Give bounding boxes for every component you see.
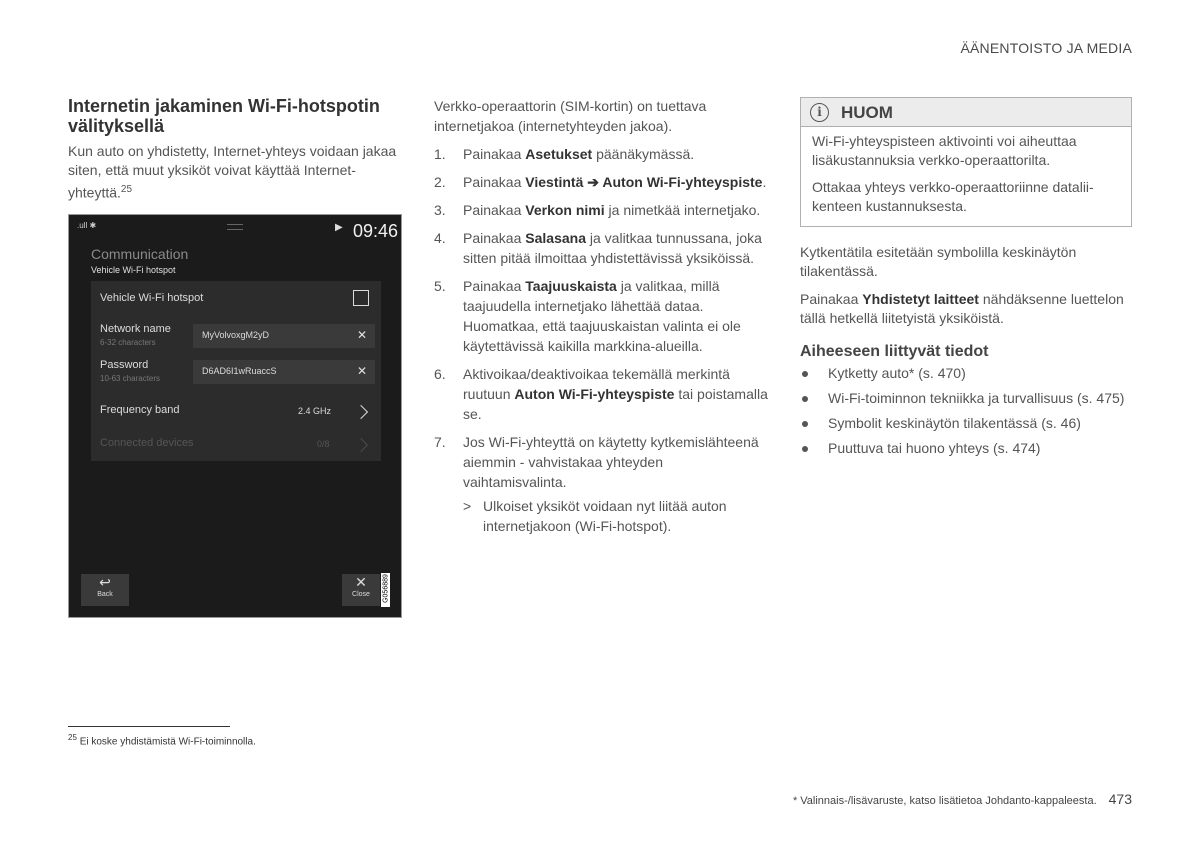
bullet-icon xyxy=(802,421,808,427)
signal-bluetooth-icons: .ull ✱ xyxy=(77,221,97,230)
step-menu-label: Auton Wi-Fi-yhteyspiste xyxy=(514,386,675,402)
column-middle xyxy=(434,96,770,544)
step-result xyxy=(463,496,770,536)
devices-text-post: nähdäksenne luettelon tällä hetkellä liitetyistä yksiköistä. xyxy=(800,291,1124,326)
note-paragraph: Wi-Fi-yhteyspisteen aktivointi voi aiheuttaa lisäkustannuksia verkko-operaattorilta. xyxy=(812,133,1077,168)
step-menu-label: Asetukset xyxy=(525,146,593,162)
result-text: Ulkoiset yksiköt voidaan nyt liitää auton internetjakoon (Wi-Fi-hotspot). xyxy=(483,498,727,534)
bullet-icon xyxy=(802,371,808,377)
bullet-icon xyxy=(802,396,808,402)
requirement-text: Verkko-operaattorin (SIM-kortin) on tuettava internetjakoa (internetyhteyden jakoa). xyxy=(434,98,707,134)
footnote xyxy=(68,733,256,747)
devices-menu-label: Yhdistetyt laitteet xyxy=(862,291,979,307)
step-text: Painakaa xyxy=(463,174,526,190)
step-menu-label: Salasana xyxy=(525,230,586,246)
step-item xyxy=(434,364,770,424)
related-link-text[interactable]: Symbolit keskinäytön tilakentässä (s. 46) xyxy=(828,415,1081,431)
step-menu-label: Verkon nimi xyxy=(525,202,605,218)
step-item xyxy=(434,276,770,356)
devices-text-pre: Painakaa xyxy=(800,291,863,307)
connected-devices-count: 0/8 xyxy=(317,439,330,449)
footnote-number: 25 xyxy=(68,733,77,742)
related-link[interactable] xyxy=(800,364,1132,383)
password-value: D6AD6I1wRuaccS xyxy=(202,366,277,376)
close-button[interactable] xyxy=(342,574,380,606)
article-title: Internetin jakaminen Wi-Fi-hotspotin välityksellä xyxy=(68,96,380,136)
network-name-input[interactable] xyxy=(193,324,375,348)
connected-devices-row xyxy=(91,429,381,461)
close-icon: ✕ xyxy=(355,574,367,590)
step-item xyxy=(434,172,770,192)
chevron-right-icon xyxy=(354,438,368,452)
note-box xyxy=(800,97,1132,227)
step-number: 5. xyxy=(434,278,446,294)
play-icon: ▶ xyxy=(335,222,343,233)
frequency-band-row[interactable] xyxy=(91,393,381,429)
related-link[interactable] xyxy=(800,414,1132,433)
step-text: Painakaa xyxy=(463,146,526,162)
step-text: ja nimetkää internetjako. xyxy=(604,202,761,218)
footnote-divider xyxy=(68,726,230,727)
password-input[interactable] xyxy=(193,360,375,384)
result-marker: > xyxy=(463,498,472,514)
note-body xyxy=(801,127,1131,221)
note-header xyxy=(801,98,1131,127)
hotspot-row[interactable] xyxy=(91,281,381,319)
page-footer xyxy=(793,791,1132,807)
frequency-band-label: Frequency band xyxy=(100,404,180,416)
section-title: ÄÄNENTOISTO JA MEDIA xyxy=(960,40,1132,56)
password-row xyxy=(91,357,381,393)
step-number: 4. xyxy=(434,230,446,246)
image-code-text: G056889 xyxy=(382,574,390,603)
password-hint: 10-63 characters xyxy=(100,374,161,383)
step-text: ja valitkaa, millä taajuudella internetjako lähettää dataa. Huomatkaa, että taajuuskaistan valinta ei ole käytettävissä kaikilla markkina-alueilla. xyxy=(463,278,741,354)
clock: 09:46 xyxy=(353,221,399,241)
step-menu-label: Taajuuskaista xyxy=(525,278,617,294)
back-button[interactable] xyxy=(81,574,129,606)
clear-icon[interactable]: ✕ xyxy=(356,328,367,342)
step-number: 2. xyxy=(434,174,446,190)
status-text: Kytkentätila esitetään symbolilla keskinäytön tilakentässä. xyxy=(800,244,1077,279)
info-icon: i xyxy=(810,103,829,122)
network-name-row xyxy=(91,321,381,357)
step-item xyxy=(434,200,770,220)
related-link-text[interactable]: Kytketty auto* (s. 470) xyxy=(828,365,966,381)
step-text: Aktivoikaa/deaktivoikaa tekemällä merkintä ruutuun xyxy=(463,366,730,402)
bullet-icon xyxy=(802,446,808,452)
step-item xyxy=(434,432,770,536)
step-item xyxy=(434,144,770,164)
back-icon: ↩ xyxy=(99,574,111,590)
step-text: päänäkymässä. xyxy=(592,146,695,162)
password-label: Password xyxy=(100,359,149,371)
steps-list xyxy=(434,144,770,536)
connected-devices-label: Connected devices xyxy=(100,437,194,449)
chevron-right-icon xyxy=(354,405,368,419)
related-link[interactable] xyxy=(800,439,1132,458)
note-title: HUOM xyxy=(841,103,893,122)
network-name-hint: 6-32 characters xyxy=(100,338,156,347)
page-number: 473 xyxy=(1108,791,1132,807)
step-menu-label: Viestintä ➔ Auton Wi-Fi-yhteyspiste xyxy=(525,174,763,190)
footnote-text: Ei koske yhdistämistä Wi-Fi-toiminnolla. xyxy=(79,736,256,748)
hotspot-checkbox[interactable] xyxy=(353,290,369,306)
column-right xyxy=(800,243,1132,464)
drag-handle-icon xyxy=(227,224,243,230)
step-text: Jos Wi-Fi-yhteyttä on käytetty kytkemislähteenä aiemmin - vahvistakaa yhteyden vaihtamisvalinta. xyxy=(463,434,759,490)
back-label: Back xyxy=(97,591,113,598)
clear-icon[interactable]: ✕ xyxy=(356,364,367,378)
settings-panel xyxy=(91,281,381,461)
hotspot-screenshot xyxy=(68,214,402,618)
step-text: Painakaa xyxy=(463,230,526,246)
close-label: Close xyxy=(352,591,370,598)
intro-body: Kun auto on yhdistetty, Internet-yhteys voidaan jakaa siten, että muut yksiköt voivat käyttää Internet-yhteyttä. xyxy=(68,143,397,201)
intro-text xyxy=(68,142,403,203)
related-list xyxy=(800,364,1132,458)
column-left xyxy=(68,96,403,203)
step-text: Painakaa xyxy=(463,202,526,218)
step-text: ja valitkaa tunnussana, joka sitten pitää ilmoittaa yhdistettävissä yksiköissä. xyxy=(463,230,762,266)
related-link-text[interactable]: Puuttuva tai huono yhteys (s. 474) xyxy=(828,440,1041,456)
image-code xyxy=(381,573,390,607)
step-text: . xyxy=(762,174,767,190)
screen-subtitle: Vehicle Wi-Fi hotspot xyxy=(91,265,176,275)
step-number: 7. xyxy=(434,434,446,450)
screen-title: Communication xyxy=(91,246,189,262)
note-paragraph: Ottakaa yhteys verkko-operaattoriinne dataliikenteen kustannuksesta. xyxy=(812,179,1094,214)
step-text: Painakaa xyxy=(463,278,526,294)
step-number: 6. xyxy=(434,366,446,382)
related-heading: Aiheeseen liittyvät tiedot xyxy=(800,343,989,360)
network-name-label: Network name xyxy=(100,323,171,335)
hotspot-label: Vehicle Wi-Fi hotspot xyxy=(100,292,204,304)
related-link-text[interactable]: Wi-Fi-toiminnon tekniikka ja turvallisuus (s. 475) xyxy=(828,390,1125,406)
network-name-value: MyVolvoxgM2yD xyxy=(202,330,270,340)
step-number: 3. xyxy=(434,202,446,218)
related-link[interactable] xyxy=(800,389,1132,408)
frequency-band-value: 2.4 GHz xyxy=(298,406,332,416)
footnote-ref[interactable]: 25 xyxy=(120,184,133,195)
step-number: 1. xyxy=(434,146,446,162)
step-text: tai poistamalla se. xyxy=(463,386,768,422)
devices-text xyxy=(800,290,1132,328)
step-item xyxy=(434,228,770,268)
optional-equipment-note: * Valinnais-/lisävaruste, katso lisätietoa Johdanto-kappaleesta. xyxy=(792,795,1097,807)
